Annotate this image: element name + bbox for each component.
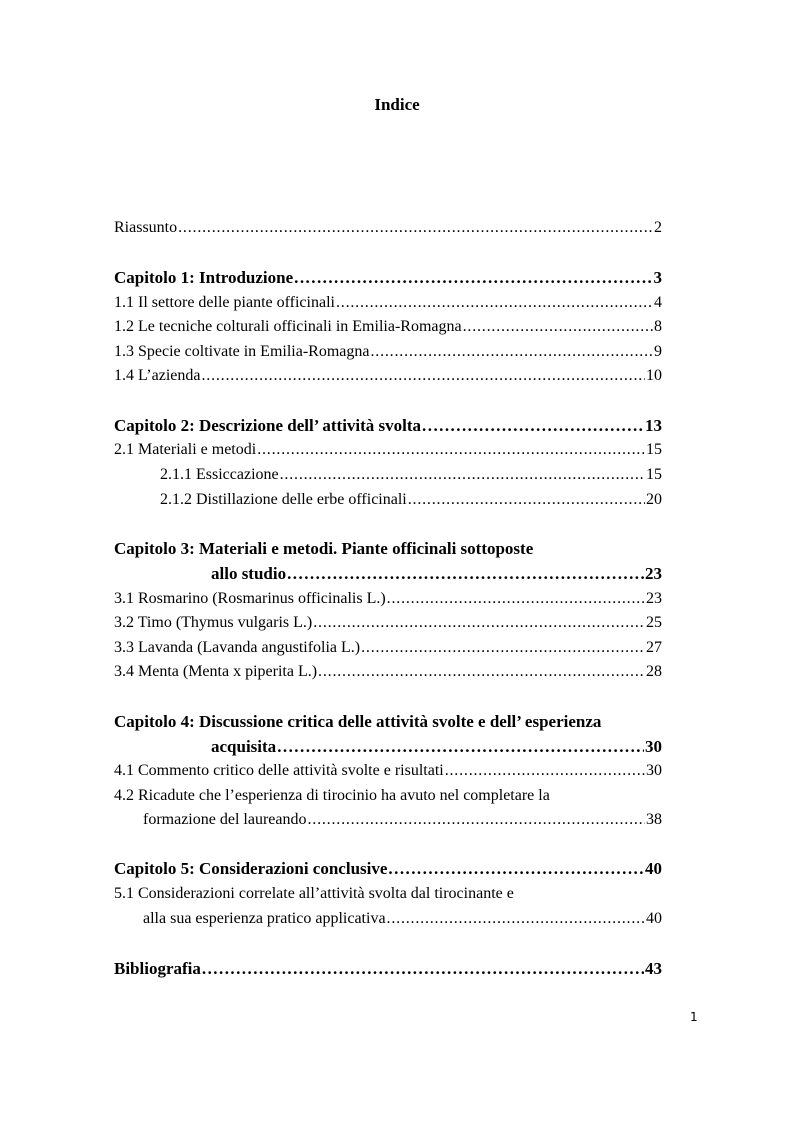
toc-entry-cap1 bbox=[114, 266, 662, 290]
toc-label: 1.1 Il settore delle piante officinali bbox=[114, 294, 335, 311]
toc-page: 2 bbox=[654, 219, 662, 236]
toc-entry-1-1 bbox=[114, 291, 662, 315]
dot-leader bbox=[202, 957, 644, 981]
toc-page: 9 bbox=[654, 343, 662, 360]
toc-entry-3-2 bbox=[114, 611, 662, 635]
toc-entry-cap4 bbox=[211, 735, 662, 759]
toc-label: 4.1 Commento critico delle attività svolte e risultati bbox=[114, 762, 444, 779]
toc-page: 40 bbox=[645, 859, 662, 878]
toc-page: 10 bbox=[646, 367, 662, 384]
dot-leader bbox=[361, 636, 645, 660]
toc-page: 43 bbox=[645, 959, 662, 978]
dot-leader bbox=[178, 216, 653, 240]
dot-leader bbox=[370, 340, 653, 364]
dot-leader bbox=[307, 808, 645, 832]
dot-leader bbox=[280, 463, 645, 487]
toc-label: 3.3 Lavanda (Lavanda angustifolia L.) bbox=[114, 639, 361, 656]
toc-entry-cap5 bbox=[114, 857, 662, 881]
toc-page: 28 bbox=[646, 663, 662, 680]
toc-label: Capitolo 1: Introduzione bbox=[114, 268, 294, 287]
toc-entry-1-3 bbox=[114, 340, 662, 364]
toc-page: 8 bbox=[654, 318, 662, 335]
toc-entry-cap3 bbox=[211, 562, 662, 586]
toc-page: 23 bbox=[646, 590, 662, 607]
toc-cap3-line1: Capitolo 3: Materiali e metodi. Piante officinali sottoposte bbox=[114, 539, 534, 558]
toc-entry-riassunto bbox=[114, 216, 662, 240]
toc-page: 15 bbox=[646, 441, 662, 458]
toc-page: 38 bbox=[646, 811, 662, 828]
dot-leader bbox=[408, 488, 645, 512]
toc-entry-bibliografia bbox=[114, 957, 662, 981]
page-title: Indice bbox=[374, 95, 420, 114]
page-number: 1 bbox=[690, 1010, 698, 1024]
toc-page: 15 bbox=[646, 466, 662, 483]
toc-entry-4-2 bbox=[143, 808, 662, 832]
toc-5-1-line1: 5.1 Considerazioni correlate all’attività svolta dal tirocinante e bbox=[114, 885, 514, 902]
toc-label: Bibliografia bbox=[114, 959, 201, 978]
toc-label: 1.4 L’azienda bbox=[114, 367, 201, 384]
dot-leader bbox=[387, 907, 645, 931]
toc-label: 1.2 Le tecniche colturali officinali in Emilia-Romagna bbox=[114, 318, 462, 335]
toc-label: 3.1 Rosmarino (Rosmarinus officinalis L.) bbox=[114, 590, 386, 607]
toc-label: 3.4 Menta (Menta x piperita L.) bbox=[114, 663, 318, 680]
dot-leader bbox=[463, 315, 653, 339]
toc-page: 40 bbox=[646, 910, 662, 927]
dot-leader bbox=[201, 364, 645, 388]
toc-label: allo studio bbox=[211, 564, 287, 583]
dot-leader bbox=[277, 735, 644, 759]
dot-leader bbox=[388, 857, 644, 881]
toc-entry-3-3 bbox=[114, 636, 662, 660]
toc-label: 3.2 Timo (Thymus vulgaris L.) bbox=[114, 614, 313, 631]
toc-label: alla sua esperienza pratico applicativa bbox=[143, 910, 386, 927]
dot-leader bbox=[294, 266, 652, 290]
toc-label: 2.1.1 Essiccazione bbox=[160, 466, 279, 483]
toc-4-2-line1: 4.2 Ricadute che l’esperienza di tirocinio ha avuto nel completare la bbox=[114, 787, 550, 804]
toc-page: 27 bbox=[646, 639, 662, 656]
toc-entry-3-1 bbox=[114, 587, 662, 611]
toc-page: 25 bbox=[646, 614, 662, 631]
dot-leader bbox=[287, 562, 644, 586]
toc-label: acquisita bbox=[211, 737, 277, 756]
toc-page: 4 bbox=[654, 294, 662, 311]
toc-page: 20 bbox=[646, 491, 662, 508]
dot-leader bbox=[445, 759, 645, 783]
dot-leader bbox=[257, 438, 645, 462]
dot-leader bbox=[387, 587, 645, 611]
toc-entry-1-2 bbox=[114, 315, 662, 339]
toc-entry-5-1 bbox=[143, 907, 662, 931]
dot-leader bbox=[422, 414, 644, 438]
toc-page: 3 bbox=[653, 268, 662, 287]
toc-entry-cap2 bbox=[114, 414, 662, 438]
toc-page: 30 bbox=[645, 737, 662, 756]
dot-leader bbox=[336, 291, 653, 315]
toc-label: Capitolo 2: Descrizione dell’ attività svolta bbox=[114, 416, 422, 435]
toc-page: 23 bbox=[645, 564, 662, 583]
toc-label: Capitolo 5: Considerazioni conclusive bbox=[114, 859, 388, 878]
toc-label: 2.1 Materiali e metodi bbox=[114, 441, 257, 458]
toc-entry-3-4 bbox=[114, 660, 662, 684]
toc-cap4-line1: Capitolo 4: Discussione critica delle attività svolte e dell’ esperienza bbox=[114, 712, 602, 731]
toc-entry-4-1 bbox=[114, 759, 662, 783]
toc-label: 1.3 Specie coltivate in Emilia-Romagna bbox=[114, 343, 370, 360]
toc-page: 13 bbox=[645, 416, 662, 435]
toc-entry-2-1-2 bbox=[160, 488, 662, 512]
toc-label: 2.1.2 Distillazione delle erbe officinali bbox=[160, 491, 407, 508]
toc-entry-1-4 bbox=[114, 364, 662, 388]
toc-label: Riassunto bbox=[114, 219, 178, 236]
toc-label: formazione del laureando bbox=[143, 811, 307, 828]
toc-entry-2-1-1 bbox=[160, 463, 662, 487]
dot-leader bbox=[318, 660, 645, 684]
dot-leader bbox=[313, 611, 645, 635]
toc-entry-2-1 bbox=[114, 438, 662, 462]
toc-page: 30 bbox=[646, 762, 662, 779]
